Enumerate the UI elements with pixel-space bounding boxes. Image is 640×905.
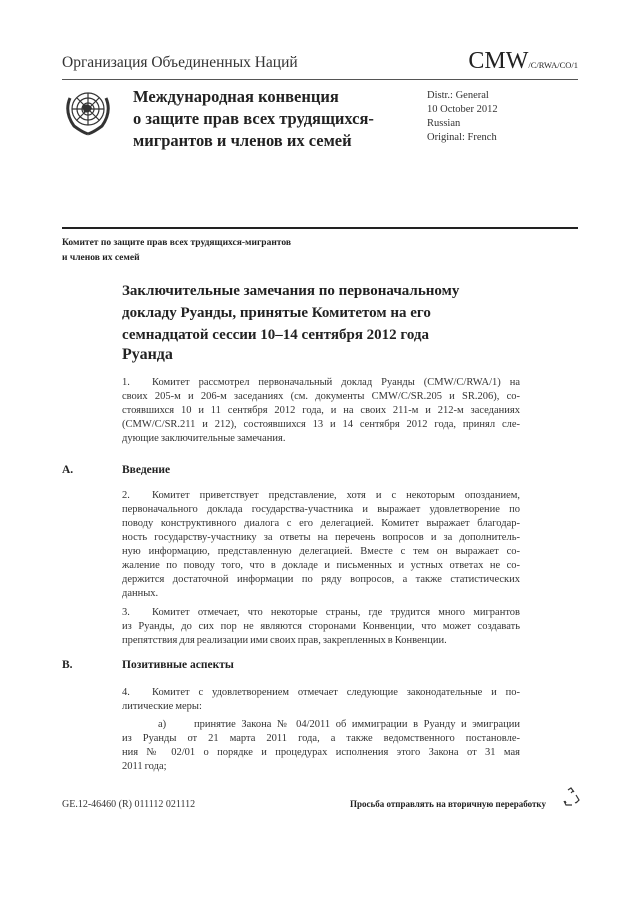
convention-line: Международная конвенция bbox=[133, 87, 339, 106]
committee-name bbox=[62, 236, 291, 266]
convention-title bbox=[133, 86, 374, 152]
recycle-icon bbox=[560, 786, 582, 808]
paragraph-line bbox=[122, 531, 520, 545]
paragraph-line bbox=[122, 732, 520, 746]
header-rule bbox=[62, 79, 578, 80]
title-line: докладу Руанды, принятые Комитетом на его bbox=[122, 305, 431, 321]
paragraph-line bbox=[122, 559, 520, 573]
line-text: Комитет с удовлетворением отмечает следующие законодательные и по- bbox=[152, 687, 520, 698]
section-a-letter: A. bbox=[62, 464, 74, 476]
paragraph-number: 4. bbox=[122, 687, 130, 698]
paragraph-line bbox=[122, 573, 520, 587]
paragraph-line bbox=[122, 718, 520, 732]
paragraph-4 bbox=[122, 686, 520, 714]
symbol-suffix: /C/RWA/CO/1 bbox=[528, 60, 578, 70]
convention-line: о защите прав всех трудящихся- bbox=[133, 109, 374, 128]
line-text: дующие заключительные замечания. bbox=[122, 433, 286, 444]
line-text: литические меры: bbox=[122, 701, 202, 712]
recycle-notice: Просьба отправлять на вторичную переработку bbox=[350, 799, 546, 809]
paragraph-line bbox=[122, 606, 520, 620]
distr-line: Distr.: General bbox=[427, 90, 489, 101]
distribution-info bbox=[427, 89, 498, 145]
line-text: держится достаточной информации по ряду вопросов, а также статистических bbox=[122, 574, 520, 585]
un-emblem-icon bbox=[62, 84, 114, 136]
paragraph-line bbox=[122, 376, 520, 390]
line-text: поводу конструктивного диалога с его делегацией. Комитет выражает благодар- bbox=[122, 518, 520, 529]
paragraph-number: 2. bbox=[122, 490, 130, 501]
paragraph-line bbox=[122, 634, 520, 648]
language-line: Russian bbox=[427, 118, 461, 129]
paragraph-line bbox=[122, 503, 520, 517]
line-text: 2011 года; bbox=[122, 761, 167, 772]
line-text: Комитет приветствует представление, хотя и с некоторым опозданием, bbox=[152, 490, 520, 501]
paragraph-line bbox=[122, 432, 520, 446]
line-text: из Руанды, до сих пор не являются сторонами Конвенции, что может создавать bbox=[122, 621, 520, 632]
paragraph-line bbox=[122, 620, 520, 634]
document-symbol bbox=[468, 48, 578, 75]
line-text: Комитет рассмотрел первоначальный доклад Руанды (CMW/C/RWA/1) на bbox=[152, 377, 520, 388]
line-text: ния № 02/01 о порядке и процедурах исполнения этого Закона от 31 мая bbox=[122, 747, 520, 758]
paragraph-1 bbox=[122, 376, 520, 446]
paragraph-2 bbox=[122, 489, 520, 601]
line-text: ность государству-участнику за ответы на перечень вопросов и за дополнитель- bbox=[122, 532, 520, 543]
symbol-main: CMW bbox=[468, 48, 529, 74]
paragraph-line bbox=[122, 686, 520, 700]
line-text: стоявшихся 10 и 11 сентября 2012 года, и на своих 211-м и 212-м заседаниях bbox=[122, 405, 520, 416]
paragraph-line bbox=[122, 587, 520, 601]
paragraph-line bbox=[122, 700, 520, 714]
country-heading: Руанда bbox=[122, 346, 173, 363]
paragraph-line bbox=[122, 489, 520, 503]
paragraph-line bbox=[122, 418, 520, 432]
paragraph-4a bbox=[122, 718, 520, 774]
document-title bbox=[122, 280, 459, 346]
section-b-heading: Позитивные аспекты bbox=[122, 659, 234, 671]
line-text: (CMW/C/SR.211 и 212), состоявшихся 13 и 14 сентября 2012 года, принял сле- bbox=[122, 419, 520, 430]
line-text: принятие Закона № 04/2011 об иммиграции в Руанду и эмиграции bbox=[194, 719, 520, 730]
committee-line: и членов их семей bbox=[62, 253, 140, 263]
section-b-letter: B. bbox=[62, 659, 73, 671]
thick-rule bbox=[62, 227, 578, 229]
line-text: из Руанды от 21 марта 2011 года, а также ведомственного постановле- bbox=[122, 733, 520, 744]
paragraph-line bbox=[122, 404, 520, 418]
line-text: данных. bbox=[122, 588, 159, 599]
paragraph-line bbox=[122, 517, 520, 531]
paragraph-line bbox=[122, 390, 520, 404]
line-text: своих 205-м и 206-м заседаниях (см. документы CMW/C/SR.205 и SR.206), со- bbox=[122, 391, 520, 402]
line-text: первоначального доклада государства-участника и выражает удовлетворение по bbox=[122, 504, 520, 515]
line-text: жаление по поводу того, что в докладе и письменных и устных ответах не со- bbox=[122, 560, 520, 571]
paragraph-line bbox=[122, 760, 520, 774]
convention-line: мигрантов и членов их семей bbox=[133, 131, 352, 150]
committee-line: Комитет по защите прав всех трудящихся-мигрантов bbox=[62, 238, 291, 248]
paragraph-number: 3. bbox=[122, 607, 130, 618]
paragraph-number: a) bbox=[158, 719, 167, 730]
section-a-heading: Введение bbox=[122, 464, 171, 476]
paragraph-3 bbox=[122, 606, 520, 648]
date-line: 10 October 2012 bbox=[427, 104, 498, 115]
original-language-line: Original: French bbox=[427, 132, 497, 143]
job-number: GE.12-46460 (R) 011112 021112 bbox=[62, 799, 196, 810]
line-text: ную информацию, представленную делегацией. Вместе с тем он выражает со- bbox=[122, 546, 520, 557]
paragraph-line bbox=[122, 545, 520, 559]
organization-name: Организация Объединенных Наций bbox=[62, 54, 298, 71]
line-text: Комитет отмечает, что некоторые страны, где трудится много мигрантов bbox=[152, 607, 520, 618]
title-line: Заключительные замечания по первоначальному bbox=[122, 283, 460, 299]
line-text: препятствия для реализации ими своих прав, закрепленных в Конвенции. bbox=[122, 635, 447, 646]
paragraph-number: 1. bbox=[122, 377, 130, 388]
title-line: семнадцатой сессии 10–14 сентября 2012 года bbox=[122, 327, 430, 343]
paragraph-line bbox=[122, 746, 520, 760]
